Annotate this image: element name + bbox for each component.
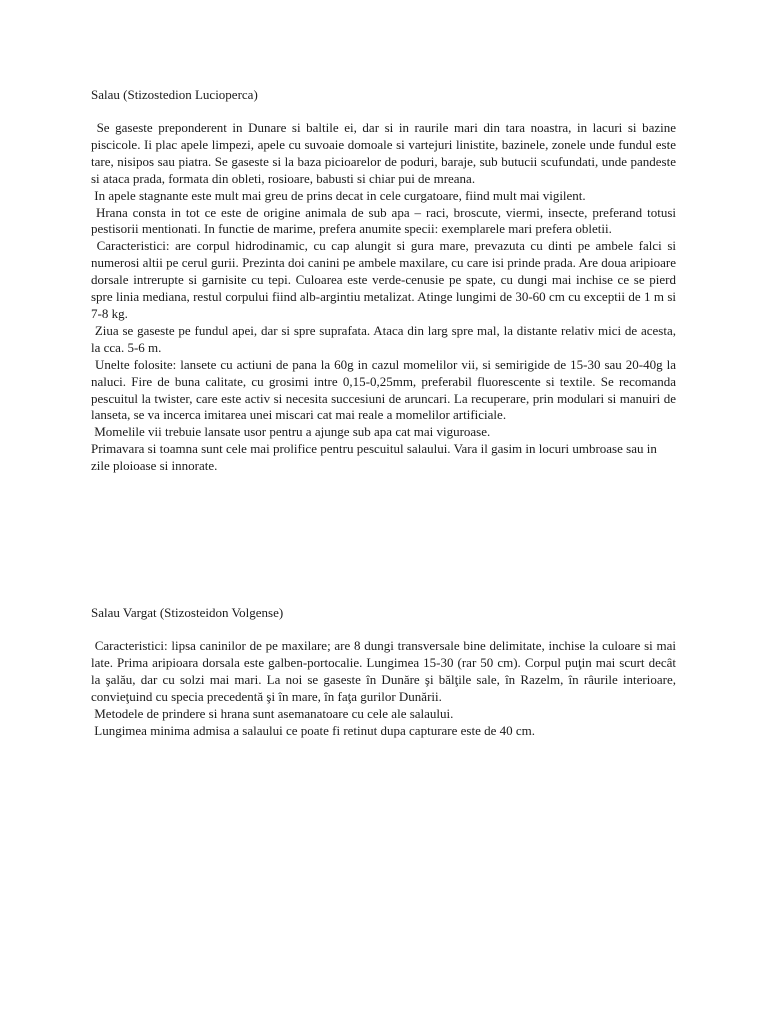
paragraph: Se gaseste preponderent in Dunare si baltile ei, dar si in raurile mari din tara noastra, in lacuri si bazine piscicole. Ii plac apele limpezi, apele cu suvoaie domoale si vartejuri linistite, bazinele, zonele unde fundul este tare, nisipos sau piatra. Se gaseste si la baza picioarelor de poduri, baraje, sub butucii scufundati, unde pandeste si ataca prada, formata din obleti, rosioare, babusti si chiar pui de mreana. [91, 120, 676, 186]
section-salau-vargat [91, 604, 676, 739]
paragraph: In apele stagnante este mult mai greu de prins decat in cele curgatoare, fiind mult mai vigilent. [94, 187, 586, 203]
paragraph: Momelile vii trebuie lansate usor pentru a ajunge sub apa cat mai viguroase. [94, 424, 491, 440]
paragraph: Hrana consta in tot ce este de origine animala de sub apa – raci, broscute, viermi, insecte, preferand totusi pestisorii mentionati. In functie de marime, prefera anumite specii: exemplarele mari prefera obletii. [91, 204, 676, 237]
paragraph: Unelte folosite: lansete cu actiuni de pana la 60g in cazul momelilor vii, si semirigide de 15-30 sau 20-40g la naluci. Fire de buna calitate, cu grosimi intre 0,15-0,25mm, preferabil fluorescente si textile. Se recomanda pescuitul la twister, care este activ si necesita succesiuni de aruncari. La recuperare, prin modulari si manuiri de lanseta, se va incerca imitarea unei miscari cat mai reale a momelilor artificiale. [91, 356, 676, 423]
paragraph: Lungimea minima admisa a salaului ce poate fi retinut dupa capturare este de 40 cm. [94, 722, 535, 738]
paragraph: Ziua se gaseste pe fundul apei, dar si spre suprafata. Ataca din larg spre mal, la distante relativ mici de acesta, la cca. 5-6 m. [91, 322, 677, 355]
paragraph: Metodele de prindere si hrana sunt asemanatoare cu cele ale salaului. [94, 705, 454, 721]
document-page [91, 86, 677, 738]
paragraph: Primavara si toamna sunt cele mai prolifice pentru pescuitul salaului. Vara il gasim in locuri umbroase sau in zile ploioase si innorate. [91, 441, 657, 474]
section-title: Salau (Stizostedion Lucioperca) [91, 87, 258, 102]
section-title: Salau Vargat (Stizosteidon Volgense) [91, 605, 284, 620]
paragraph: Caracteristici: are corpul hidrodinamic, cu cap alungit si gura mare, prevazuta cu dinti pe ambele falci si numerosi altii pe cerul gurii. Prezinta doi canini pe ambele maxilare, cu care isi prinde prada. Are doua aripioare dorsale intrerupte si garnisite cu tepi. Culoarea este verde-cenusie pe spate, cu dungi mai inchise ce se pierd spre linia mediana, restul corpului fiind alb-argintiu metalizat. Atinge lungimi de 30-60 cm cu exceptii de 1 m si 7-8 kg. [91, 238, 676, 321]
section-salau [91, 86, 676, 475]
paragraph: Caracteristici: lipsa caninilor de pe maxilare; are 8 dungi transversale bine delimitate, inchise la culoare si mai late. Prima aripioara dorsala este galben-portocalie. Lungimea 15-30 (rar 50 cm). Corpul puţin mai scurt decât la şalău, dar cu solzi mai mari. La noi se gaseste în Dunăre şi bălţile sale, în Razelm, în râurile interioare, convieţuind cu specia precedentă şi în mare, în faţa gurilor Dunării. [91, 638, 676, 704]
